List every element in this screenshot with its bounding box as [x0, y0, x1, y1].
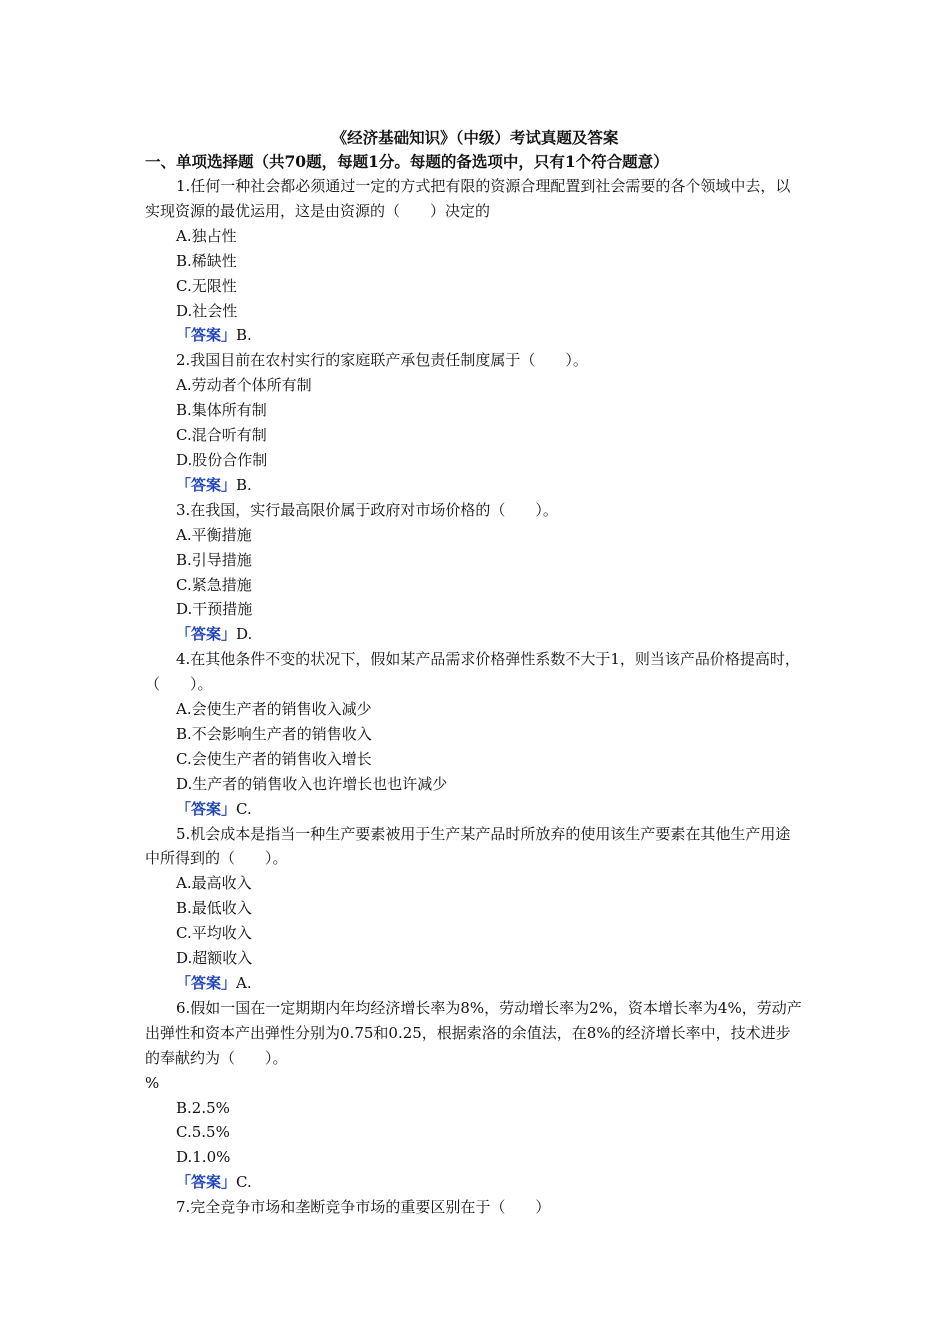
answer-value: C.	[236, 799, 252, 818]
option-5b: B.最低收入	[176, 899, 252, 918]
answer-label: 「答案」	[176, 625, 237, 644]
option-2d: D.股份合作制	[176, 450, 268, 469]
question-stem-1: 1.任何一种社会都必须通过一定的方式把有限的资源合理配置到社会需要的各个领域中去，以实现资源的最优运用，这是由资源的（ ）决定的	[145, 177, 791, 220]
option-2c: C.混合听有制	[176, 426, 267, 445]
option-3b: B.引导措施	[176, 550, 252, 569]
answer-value: A.	[236, 974, 252, 992]
answer-1	[145, 323, 805, 348]
option-1c: C.无限性	[176, 276, 237, 295]
answer-6	[145, 1170, 805, 1195]
option-1d: D.社会性	[176, 301, 238, 320]
question-stem-4: 4.在其他条件不变的状况下，假如某产品需求价格弹性系数不大于1，则当该产品价格提高时，（ ）。	[145, 650, 800, 694]
option-4b: B.不会影响生产者的销售收入	[176, 724, 372, 743]
answer-label: 「答案」	[176, 974, 237, 992]
option-3d: D.干预措施	[176, 600, 253, 619]
answer-label: 「答案」	[176, 1173, 237, 1192]
option-3c: C.紧急措施	[176, 575, 252, 594]
option-6d: D.1.0%	[176, 1148, 231, 1167]
question-stem-2: 2.我国目前在农村实行的家庭联产承包责任制度属于（ ）。	[176, 351, 588, 370]
question-list	[145, 174, 805, 1220]
stray-percent-line: %	[145, 1073, 160, 1092]
question-stem-5: 5.机会成本是指当一种生产要素被用于生产某产品时所放弃的使用该生产要素在其他生产用途中所得到的（ ）。	[145, 824, 791, 868]
option-5c: C.平均收入	[176, 924, 252, 943]
question-stem-7: 7.完全竞争市场和垄断竞争市场的重要区别在于（ ）	[176, 1198, 551, 1217]
answer-3	[145, 622, 805, 647]
question-stem-6: 6.假如一国在一定期期内年均经济增长率为8%，劳动增长率为2%，资本增长率为4%，劳动产出弹性和资本产出弹性分别为0.75和0.25，根据索洛的余值法，在8%的经济增长率中，技术进步的奉献约为（ ）。	[145, 998, 802, 1067]
answer-value: B.	[236, 475, 252, 494]
option-4c: C.会使生产者的销售收入增长	[176, 749, 372, 768]
answer-4	[145, 797, 805, 822]
option-2a: A.劳动者个体所有制	[176, 376, 312, 395]
option-4d: D.生产者的销售收入也许增长也也许减少	[176, 774, 448, 793]
option-4a: A.会使生产者的销售收入减少	[176, 700, 372, 719]
option-6b: B.2.5%	[176, 1098, 230, 1117]
section-heading: 一、单项选择题（共70题，每题1分。每题的备选项中，只有1个符合题意）	[145, 152, 669, 171]
answer-label: 「答案」	[176, 475, 237, 494]
question-stem-3: 3.在我国，实行最高限价属于政府对市场价格的（ ）。	[176, 500, 558, 519]
answer-5	[145, 971, 805, 996]
option-5d: D.超额收入	[176, 949, 253, 968]
answer-label: 「答案」	[176, 799, 237, 818]
answer-label: 「答案」	[176, 326, 237, 345]
answer-value: C.	[236, 1173, 252, 1192]
option-1b: B.稀缺性	[176, 251, 237, 270]
option-2b: B.集体所有制	[176, 401, 267, 420]
option-3a: A.平衡措施	[176, 525, 252, 544]
document-title: 《经济基础知识》（中级）考试真题及答案	[331, 128, 619, 147]
answer-2	[145, 473, 805, 498]
option-5a: A.最高收入	[176, 874, 252, 893]
option-1a: A.独占性	[176, 226, 237, 245]
option-6c: C.5.5%	[176, 1123, 230, 1142]
answer-value: B.	[236, 326, 252, 345]
answer-value: D.	[236, 625, 253, 644]
